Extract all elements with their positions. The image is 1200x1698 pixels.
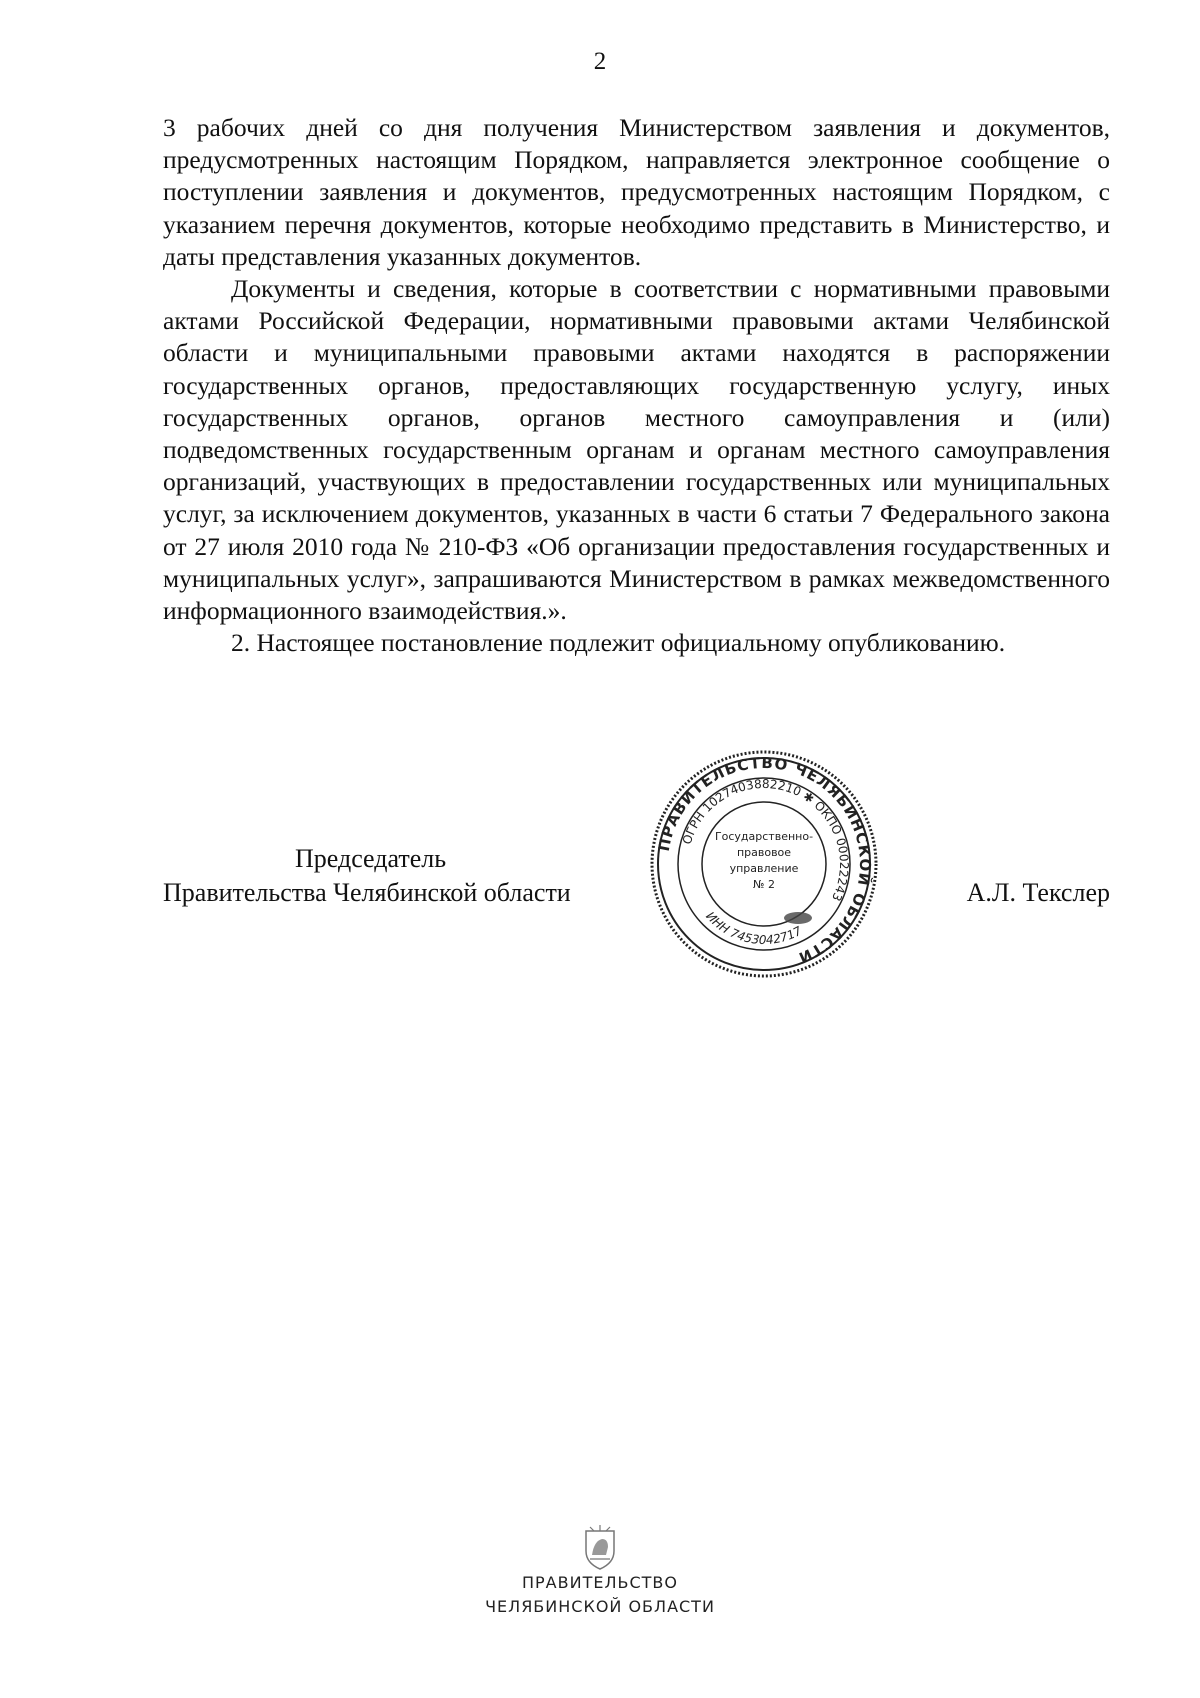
footer-line2: ЧЕЛЯБИНСКОЙ ОБЛАСТИ: [485, 1597, 715, 1616]
page-number: 2: [593, 48, 607, 75]
seal-center-line1: Государственно-: [714, 830, 814, 843]
seal-center-line3: управление: [729, 862, 799, 875]
paragraph-2: Документы и сведения, которые в соответствии с нормативными правовыми актами Российской Федерации, нормативными правовыми актами Челябинской области и муниципальными правовыми актами находятся в распоряжении государственных органов, предоставляющих государственную услугу, иных государственных органов, органов местного самоуправления и (или) подведомственных государственным органам и органам местного самоуправления организаций, участвующих в предоставлении государственных или муниципальных услуг, за исключением документов, указанных в части 6 статьи 7 Федерального закона от 27 июля 2010 года № 210-ФЗ «Об организации предоставления государственных и муниципальных услуг», запрашиваются Министерством в рамках межведомственного информационного взаимодействия.».: [163, 274, 1110, 626]
seal-center-line4: № 2: [753, 878, 775, 891]
seal-inner-text: ОГРН 1027403882210 ✱ ОКПО 00022243: [679, 776, 852, 904]
seal-bottom-text: ИНН 7453042717: [703, 909, 805, 948]
signatory-title-line1: Председатель: [295, 844, 447, 873]
signatory-title: [163, 842, 571, 910]
seal-outer-text: ПРАВИТЕЛЬСТВО ЧЕЛЯБИНСКОЙ ОБЛАСТИ: [654, 753, 875, 968]
paragraph-3: 2. Настоящее постановление подлежит официальному опубликованию.: [231, 628, 1006, 658]
seal-center-line2: правовое: [736, 846, 792, 859]
paragraph-1: 3 рабочих дней со дня получения Министерством заявления и документов, предусмотренных настоящим Порядком, направляется электронное сообщение о поступлении заявления и документов, предусмотренных настоящим Порядком, с указанием перечня документов, которые необходимо представить в Министерство, и даты представления указанных документов.: [163, 113, 1110, 271]
footer-line1: ПРАВИТЕЛЬСТВО: [522, 1573, 678, 1592]
signatory-name: А.Л. Текслер: [966, 878, 1110, 907]
footer: [0, 1525, 1200, 1619]
official-seal-icon: [648, 748, 880, 980]
signatory-title-line2: Правительства Челябинской области: [163, 878, 571, 907]
document-body: [163, 112, 1110, 659]
coat-of-arms-icon: [580, 1525, 620, 1571]
